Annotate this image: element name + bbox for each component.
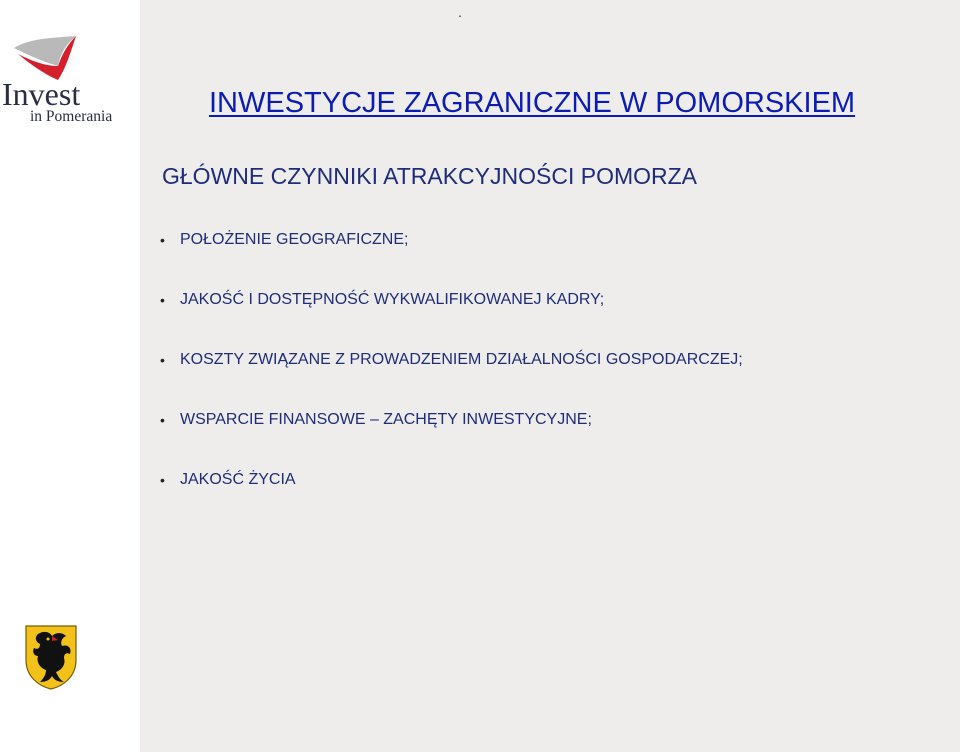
bullet-text: JAKOŚĆ ŻYCIA [180,471,296,488]
bullet-icon: • [160,292,165,308]
stray-dot: . [458,4,462,20]
bullet-icon: • [160,352,165,368]
pomeranian-griffin-crest-icon [24,624,78,690]
bullet-icon: • [160,232,165,248]
bullet-text: WSPARCIE FINANSOWE – ZACHĘTY INWESTYCYJNE; [180,411,592,428]
bullet-text: POŁOŻENIE GEOGRAFICZNE; [180,231,409,248]
slide-title: INWESTYCJE ZAGRANICZNE W POMORSKIEM [209,87,856,119]
bullet-text: KOSZTY ZWIĄZANE Z PROWADZENIEM DZIAŁALNOŚCI GOSPODARCZEJ; [180,351,743,368]
slide-subtitle: GŁÓWNE CZYNNIKI ATRAKCYJNOŚCI POMORZA [162,163,698,189]
bullet-icon: • [160,472,165,488]
logo-text-invest: Invest [2,76,81,112]
bullet-icon: • [160,412,165,428]
sidebar [0,0,140,752]
bullet-text: JAKOŚĆ I DOSTĘPNOŚĆ WYKWALIFIKOWANEJ KADRY; [180,291,605,308]
pomerania-crest [24,624,78,690]
flag-swoosh-icon [0,32,134,82]
invest-in-pomerania-logo [0,32,134,128]
logo-text-in-pomerania: in Pomerania [30,108,113,125]
